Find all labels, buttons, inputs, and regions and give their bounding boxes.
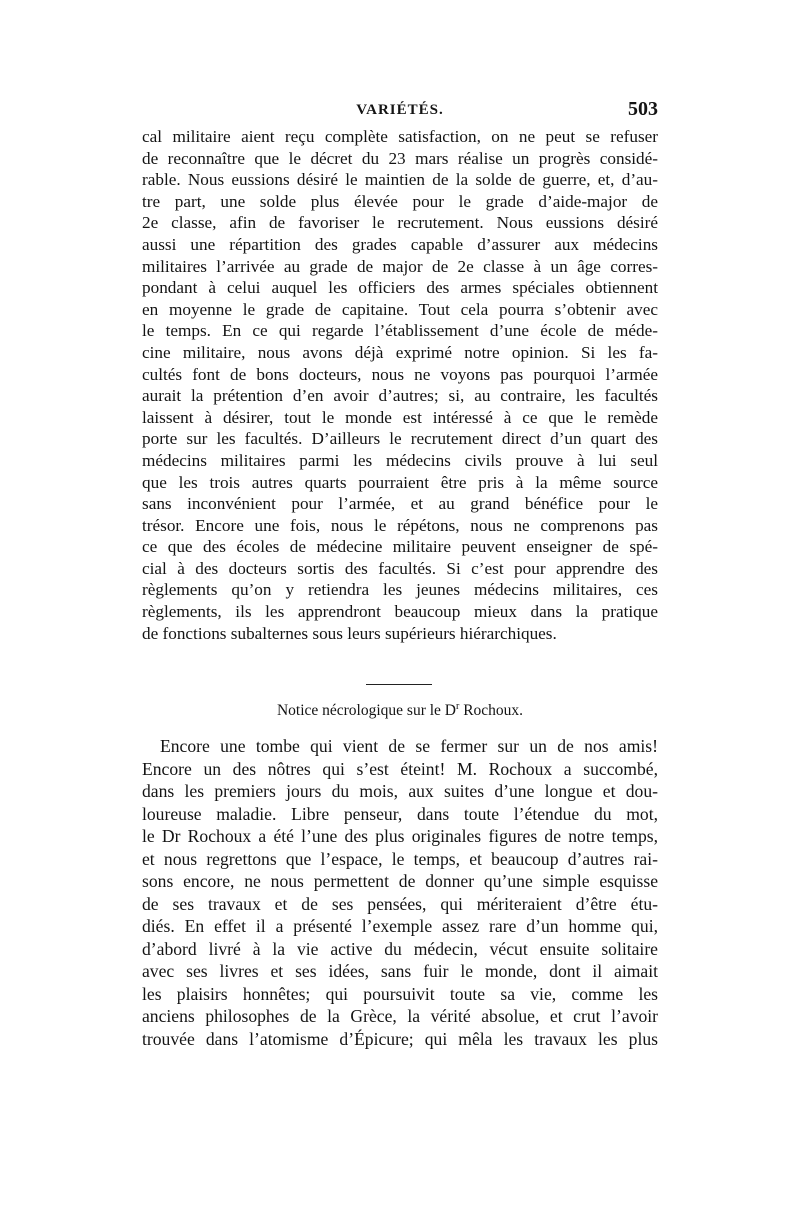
text-line: règlements qu’on y retiendra les jeunes médecins militaires, ces — [142, 580, 658, 600]
text-line: Encore un des nôtres qui s’est éteint! M. Rochoux a succombé, — [142, 758, 658, 779]
text-line: 2e classe, afin de favoriser le recrutement. Nous eussions désiré — [142, 213, 658, 233]
paragraph-military-medicine — [142, 126, 658, 644]
text-line: cine militaire, nous avons déjà exprimé notre opinion. Si les fa- — [142, 342, 658, 362]
section-divider — [366, 684, 432, 685]
text-line: loureuse maladie. Libre penseur, dans toute l’étendue du mot, — [142, 803, 658, 824]
notice-title-name: Rochoux. — [459, 702, 524, 719]
text-line: le temps. En ce qui regarde l’établissement d’une école de méde- — [142, 321, 658, 341]
text-line: les plaisirs honnêtes; qui poursuivit toute sa vie, comme les — [142, 983, 658, 1004]
text-line: de reconnaître que le décret du 23 mars réalise un progrès considé- — [142, 148, 658, 168]
text-line: pondant à celui auquel les officiers des armes spéciales obtiennent — [142, 278, 658, 298]
running-head — [142, 98, 658, 122]
text-line: en moyenne le grade de capitaine. Tout cela pourra s’obtenir avec — [142, 299, 658, 319]
text-line: ce que des écoles de médecine militaire peuvent enseigner de spé- — [142, 537, 658, 557]
text-line: laissent à désirer, tout le monde est intéressé à ce que le remède — [142, 407, 658, 427]
text-line: médecins militaires parmi les médecins civils prouve à lui seul — [142, 450, 658, 470]
text-line: sons encore, ne nous permettent de donner qu’une simple esquisse — [142, 871, 658, 891]
text-line: trésor. Encore une fois, nous le répétons, nous ne comprenons pas — [142, 515, 658, 535]
notice-title-text: Notice nécrologique sur le D — [276, 702, 456, 719]
text-line: porte sur les facultés. D’ailleurs le recrutement direct d’un quart des — [142, 429, 658, 449]
text-line: aussi une répartition des grades capable d’assurer aux médecins — [142, 234, 658, 254]
text-line: dans les premiers jours du mois, aux suites d’une longue et dou- — [142, 781, 658, 801]
text-line: diés. En effet il a présenté l’exemple assez rare d’un homme qui, — [142, 916, 658, 936]
text-line: de ses travaux et de ses pensées, qui mériteraient d’être étu- — [142, 893, 658, 914]
text-line: que les trois autres quarts pourraient être pris à la même source — [142, 472, 658, 492]
text-line: règlements, ils les apprendront beaucoup mieux dans la pratique — [142, 602, 658, 622]
text-line: d’abord livré à la vie active du médecin, vécut ensuite solitaire — [142, 938, 658, 959]
text-line: trouvée dans l’atomisme d’Épicure; qui mêla les travaux les plus — [142, 1028, 658, 1049]
text-line: anciens philosophes de la Grèce, la vérité absolue, et crut l’avoir — [142, 1006, 658, 1026]
text-line: le Dr Rochoux a été l’une des plus originales figures de notre temps, — [142, 826, 658, 846]
paragraph-obituary — [142, 735, 658, 1050]
notice-title-superscript: r — [456, 700, 460, 712]
text-line: cultés font de bons docteurs, nous ne voyons pas pourquoi l’armée — [142, 364, 658, 384]
text-line: sans inconvénient pour l’armée, et au grand bénéfice pour le — [142, 494, 658, 514]
text-line: aurait la prétention d’en avoir d’autres; si, au contraire, les facultés — [142, 386, 658, 406]
text-line: tre part, une solde plus élevée pour le grade d’aide-major de — [142, 191, 658, 211]
text-line: Encore une tombe qui vient de se fermer sur un de nos amis! — [160, 736, 658, 756]
text-line: avec ses livres et ses idées, sans fuir le monde, dont il aimait — [142, 961, 658, 981]
text-line: rable. Nous eussions désiré le maintien de la solde de guerre, et, d’au- — [142, 170, 658, 190]
text-line: militaires l’arrivée au grade de major de 2e classe à un âge corres- — [142, 256, 658, 276]
text-line: et nous regrettons que l’espace, le temps, et beaucoup d’autres rai- — [142, 848, 658, 869]
notice-title — [142, 702, 658, 720]
running-title: VARIÉTÉS. — [356, 102, 444, 118]
text-line: cial à des docteurs sortis des facultés. Si c’est pour apprendre des — [142, 558, 658, 578]
text-line: de fonctions subalternes sous leurs supérieurs hiérarchiques. — [142, 623, 557, 643]
page-number: 503 — [628, 98, 658, 120]
text-line: cal militaire aient reçu complète satisfaction, on ne peut se refuser — [142, 127, 658, 146]
